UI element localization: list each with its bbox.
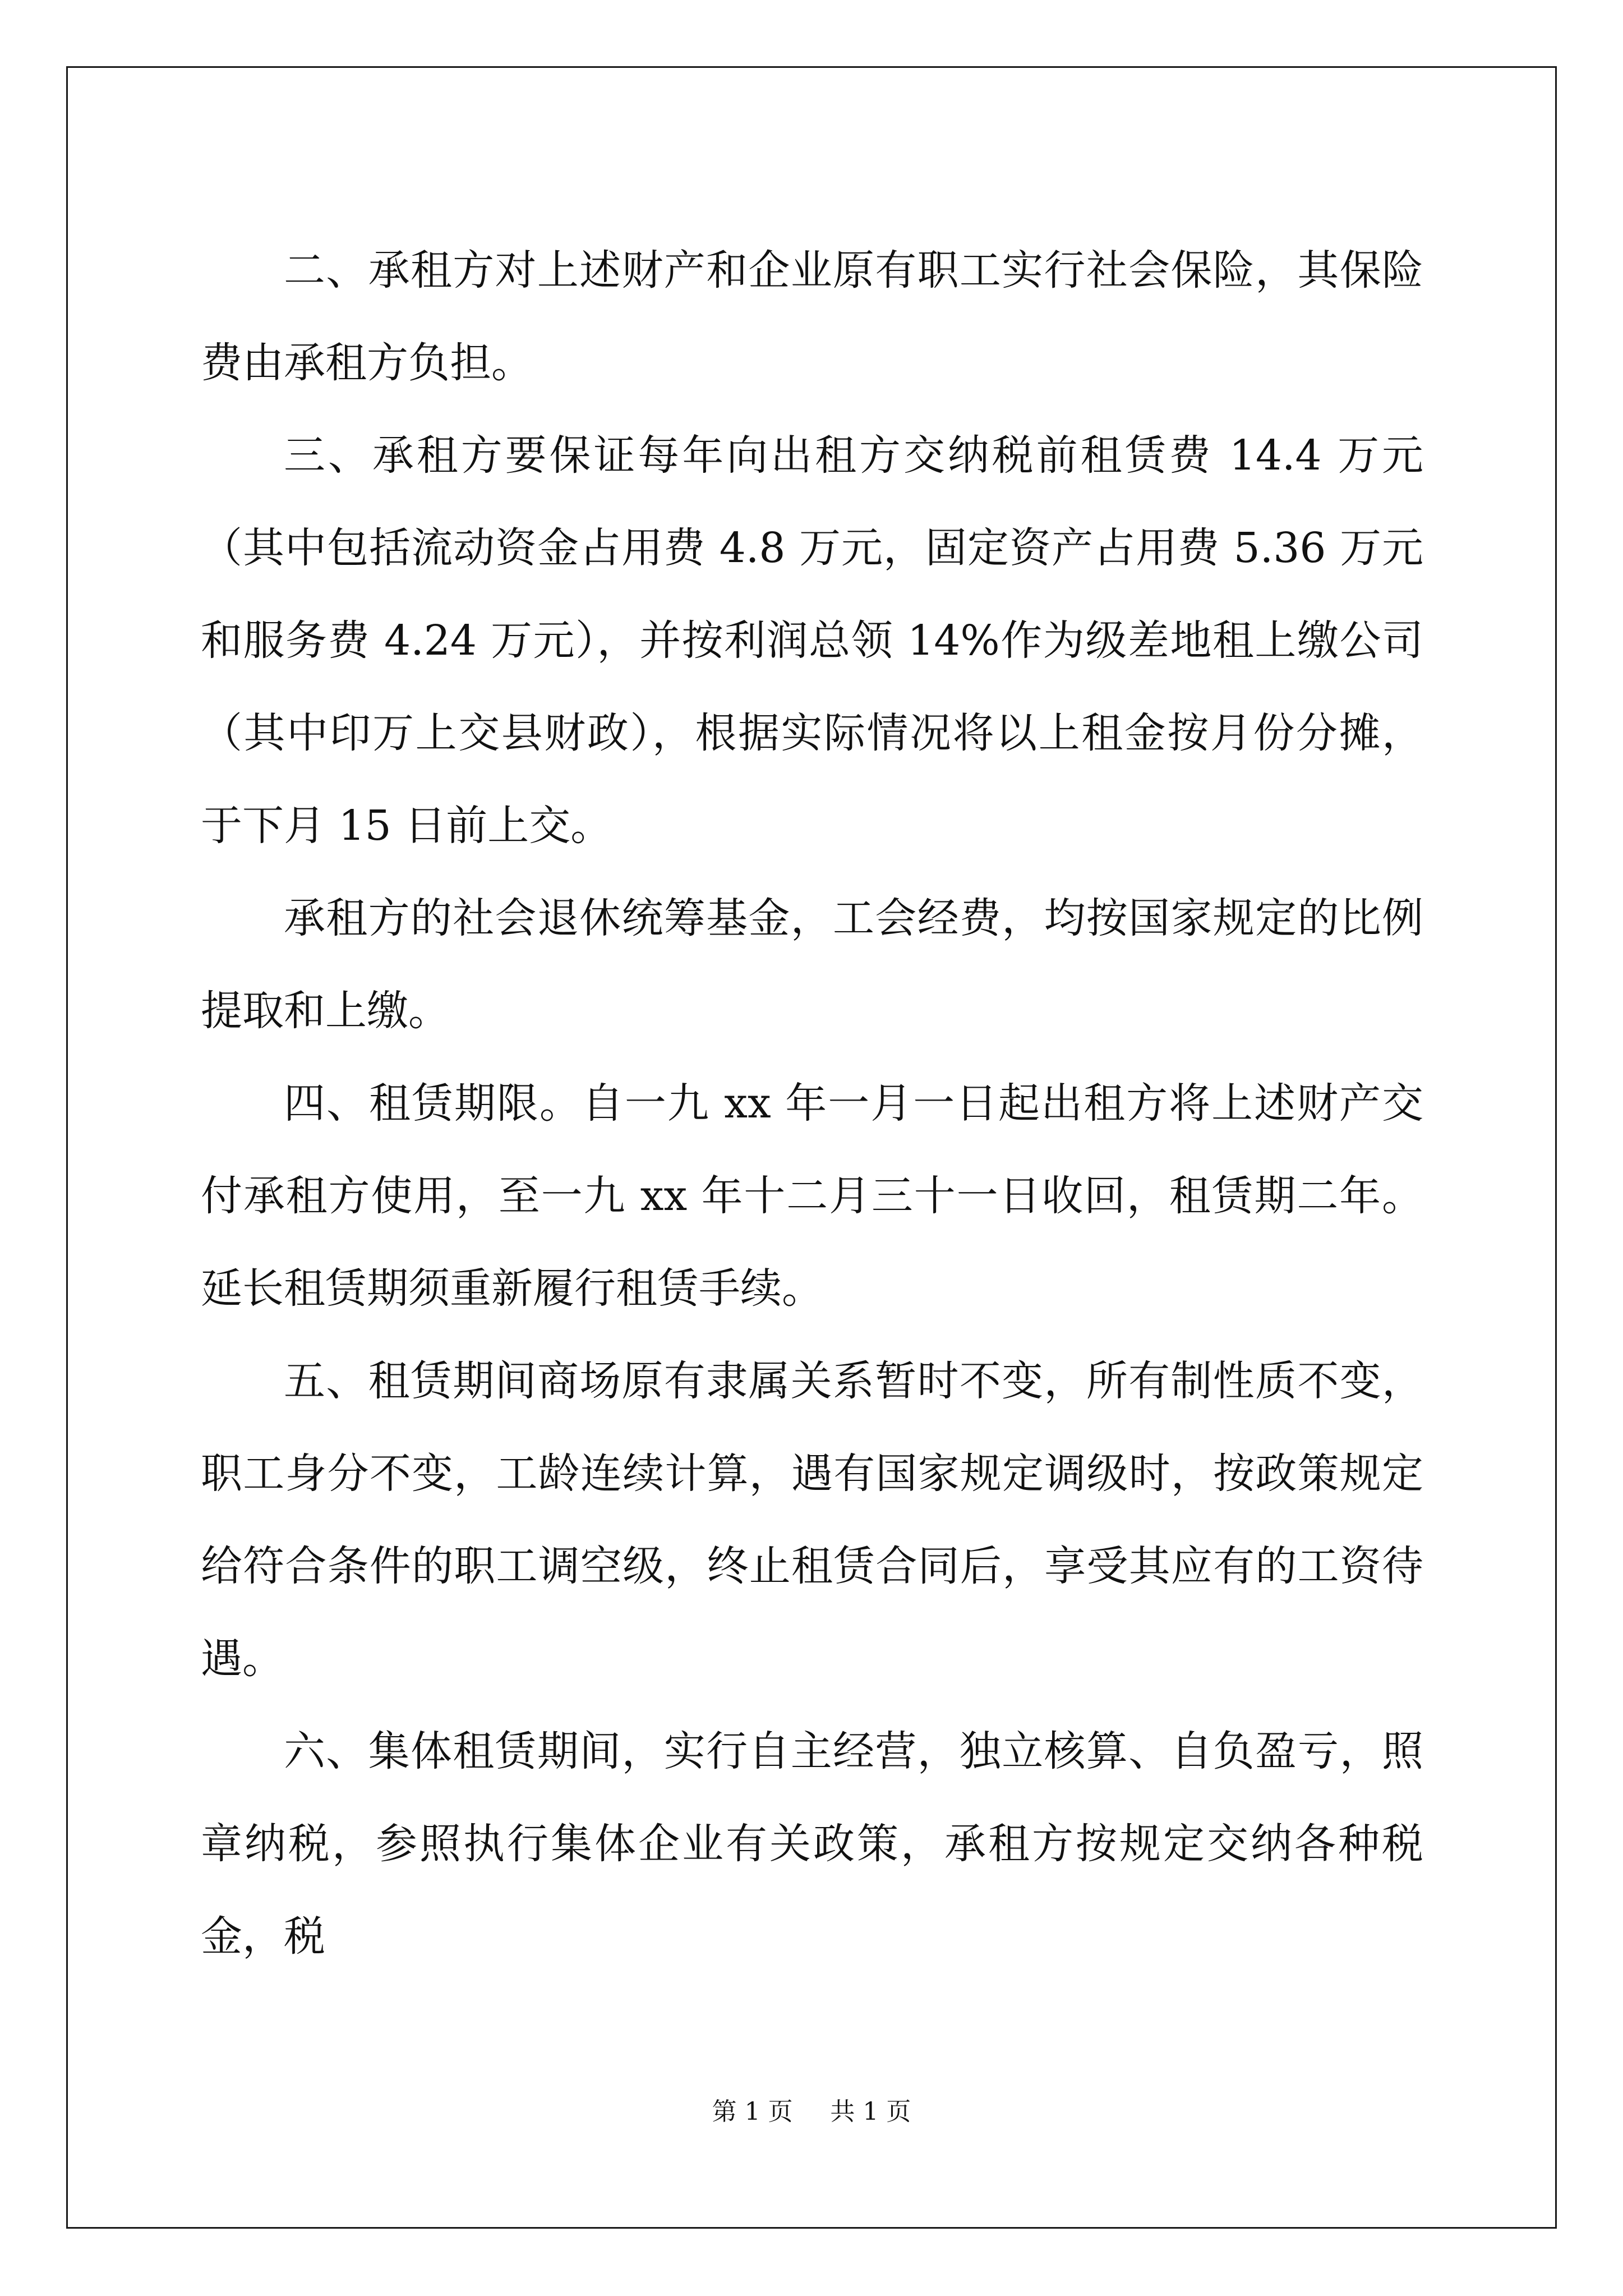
page-footer <box>0 2091 1623 2127</box>
paragraph-3: 三、承租方要保证每年向出租方交纳税前租赁费 14.4 万元（其中包括流动资金占用费 4.8 万元，固定资产占用费 5.36 万元和服务费 4.24 万元），并按利润总领 14%作为级差地租上缴公司（其中印万上交县财政），根据实际情况将以上租金按月份分摊，于下月 15 日前上交。 <box>201 431 1423 850</box>
paragraph-3-note: 承租方的社会退休统筹基金，工会经费，均按国家规定的比例提取和上缴。 <box>201 894 1423 1035</box>
paragraph-5: 五、租赁期间商场原有隶属关系暂时不变，所有制性质不变，职工身分不变，工龄连续计算，遇有国家规定调级时，按政策规定给符合条件的职工调空级，终止租赁合同后，享受其应有的工资待遇。 <box>201 1357 1423 1683</box>
paragraph-6: 六、集体租赁期间，实行自主经营，独立核算、自负盈亏，照章纳税，参照执行集体企业有关政策，承租方按规定交纳各种税金，税 <box>201 1727 1423 1961</box>
page-count: 共 1 页 <box>830 2097 911 2126</box>
page-number: 第 1 页 <box>712 2097 793 2126</box>
paragraph-2: 二、承租方对上述财产和企业原有职工实行社会保险，其保险费由承租方负担。 <box>201 246 1423 387</box>
paragraph-4: 四、租赁期限。自一九 xx 年一月一日起出租方将上述财产交付承租方使用，至一九 xx 年十二月三十一日收回，租赁期二年。延长租赁期须重新履行租赁手续。 <box>201 1079 1423 1313</box>
document-body <box>201 224 1423 1983</box>
